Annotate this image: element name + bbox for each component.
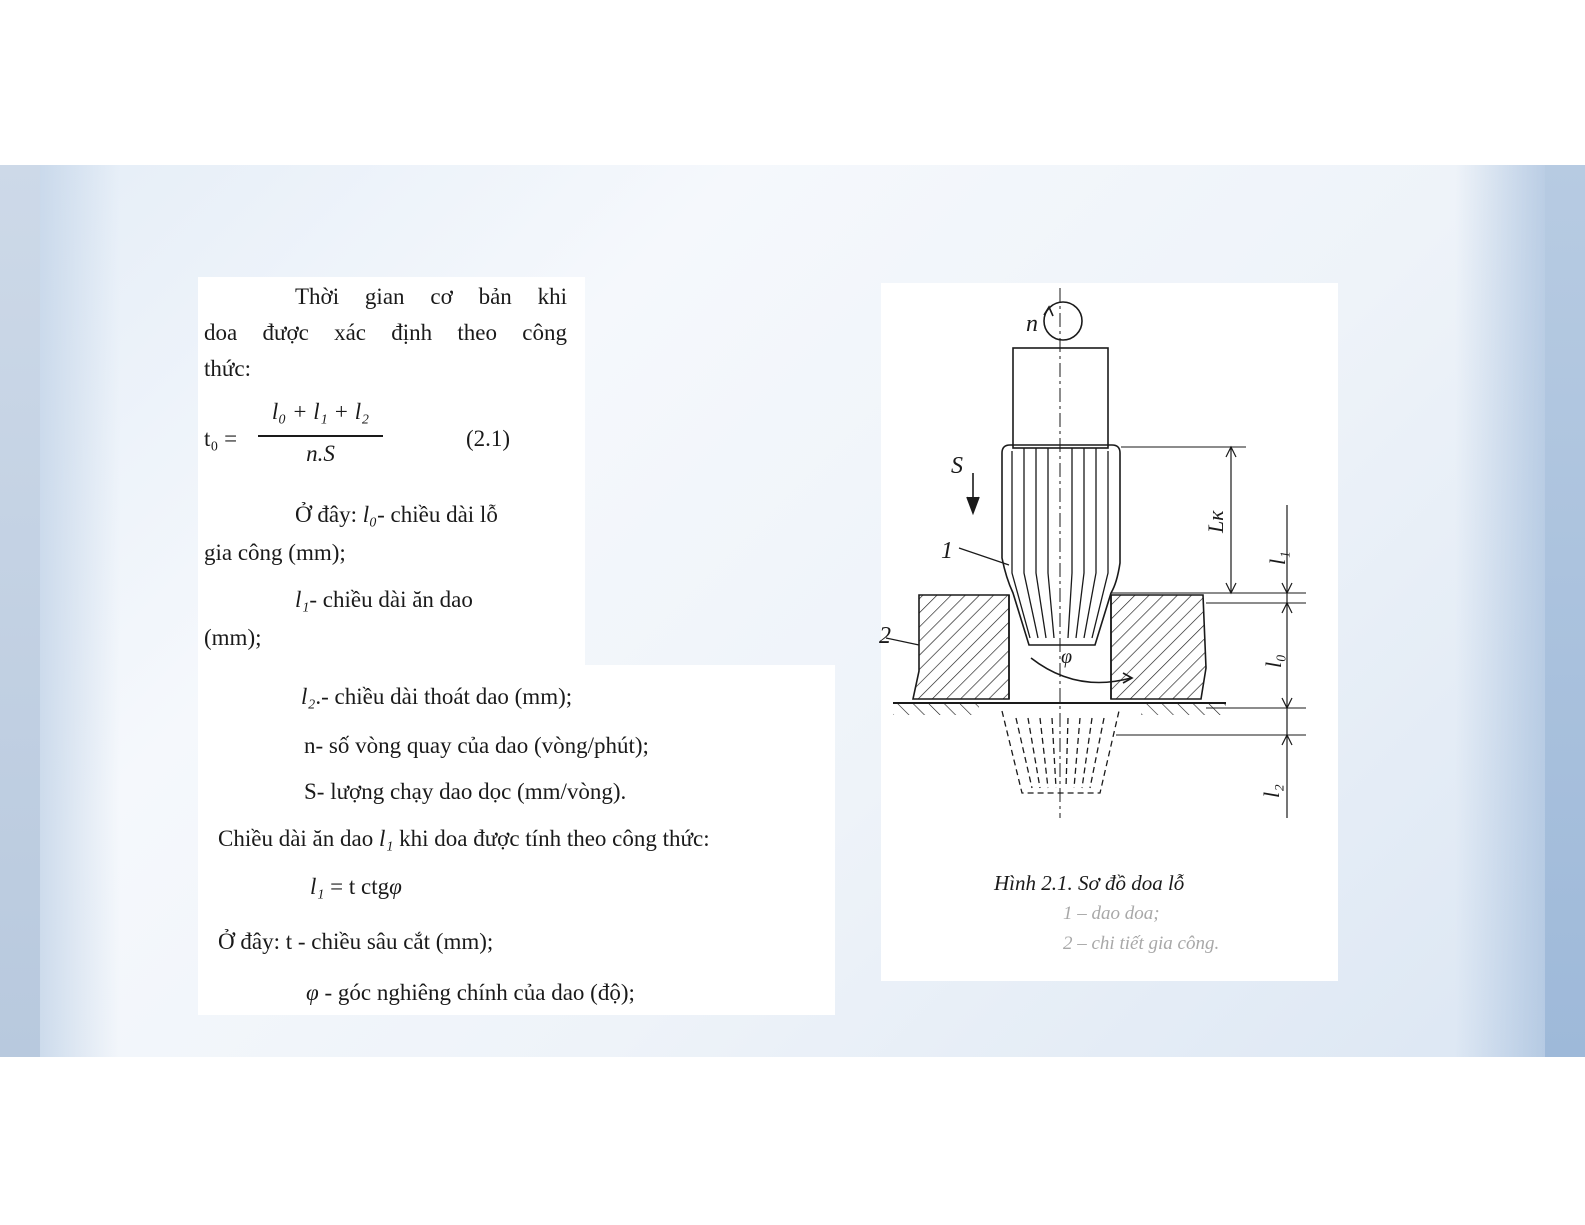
label-lk: Lк [1203,510,1228,533]
label-phi: φ [1061,646,1073,668]
definition-phi [306,979,635,1007]
formula-denominator: n.S [306,441,335,466]
formula-2-phi: φ [389,874,402,899]
text-panel-upper [198,277,585,666]
length-intro-pre: Chiều dài ăn dao [218,826,374,851]
symbol-l2: l₂ [301,684,316,709]
label-l1: l₁ [1265,551,1290,565]
label-s: S [951,453,963,479]
formula-numerator: l₀ + l₁ + l₂ [271,399,370,424]
definition-n: n- số vòng quay của dao (vòng/phút); [304,733,649,758]
left-border-stripe [0,165,40,1057]
workpiece-right [1111,595,1206,699]
symbol-l0: l₀ [362,502,378,527]
figure-panel [881,283,1338,981]
formula-lhs: t₀ = [204,426,238,451]
label-2: 2 [879,623,891,649]
label-l2: l₂ [1259,784,1284,798]
intro-line-1: Thời gian cơ bản khi [295,284,567,309]
right-shade [1455,165,1545,1057]
left-shade [40,165,120,1057]
definition-l0 [295,501,567,529]
workpiece-left [913,595,1009,699]
length-intro-post: khi doa được tính theo công thức: [399,826,710,851]
definition-l0-text: - chiều dài lỗ [377,502,498,527]
figure-caption: Hình 2.1. Sơ đồ doa lỗ [994,871,1185,895]
definition-t: Ở đây: t - chiều sâu cắt (mm); [218,929,494,954]
definition-s: S- lượng chạy dao dọc (mm/vòng). [304,779,627,804]
formula-fraction-line [258,435,383,437]
text-panel-lower [198,665,835,1015]
formula-2-rhs: = t ctg [330,874,390,899]
formula-2 [310,873,402,901]
definition-l1 [295,586,567,614]
definition-l2 [301,683,572,711]
formula-number: (2.1) [466,426,511,451]
label-1: 1 [941,538,953,564]
tool-body [1002,445,1120,645]
label-l0: l₀ [1261,654,1286,668]
length-formula-intro [218,825,710,853]
intro-line-3: thức: [204,356,251,381]
length-intro-symbol: l₁ [378,826,394,851]
base-hatch-left [893,703,979,715]
definition-l2-text: .- chiều dài thoát dao (mm); [315,684,573,709]
definition-phi-text: - góc nghiêng chính của dao (độ); [324,980,635,1005]
definition-l1-text: - chiều dài ăn dao [309,587,473,612]
symbol-l1: l₁ [295,587,310,612]
definition-phi-symbol: φ [306,980,319,1005]
definition-l0-cont: gia công (mm); [204,540,346,565]
figure-caption-item-1: 1 – dao doa; [1063,903,1160,924]
base-hatch-right [1141,703,1226,715]
formula-2-lhs: l₁ [310,874,325,899]
feed-arrow-head [967,497,979,513]
intro-line-2: doa được xác định theo công [204,320,567,345]
figure-caption-item-2: 2 – chi tiết gia công. [1063,933,1220,954]
definition-head: Ở đây: [295,502,357,527]
right-border-stripe [1545,165,1585,1057]
label-n: n [1026,311,1038,337]
definition-l1-cont: (mm); [204,625,262,650]
